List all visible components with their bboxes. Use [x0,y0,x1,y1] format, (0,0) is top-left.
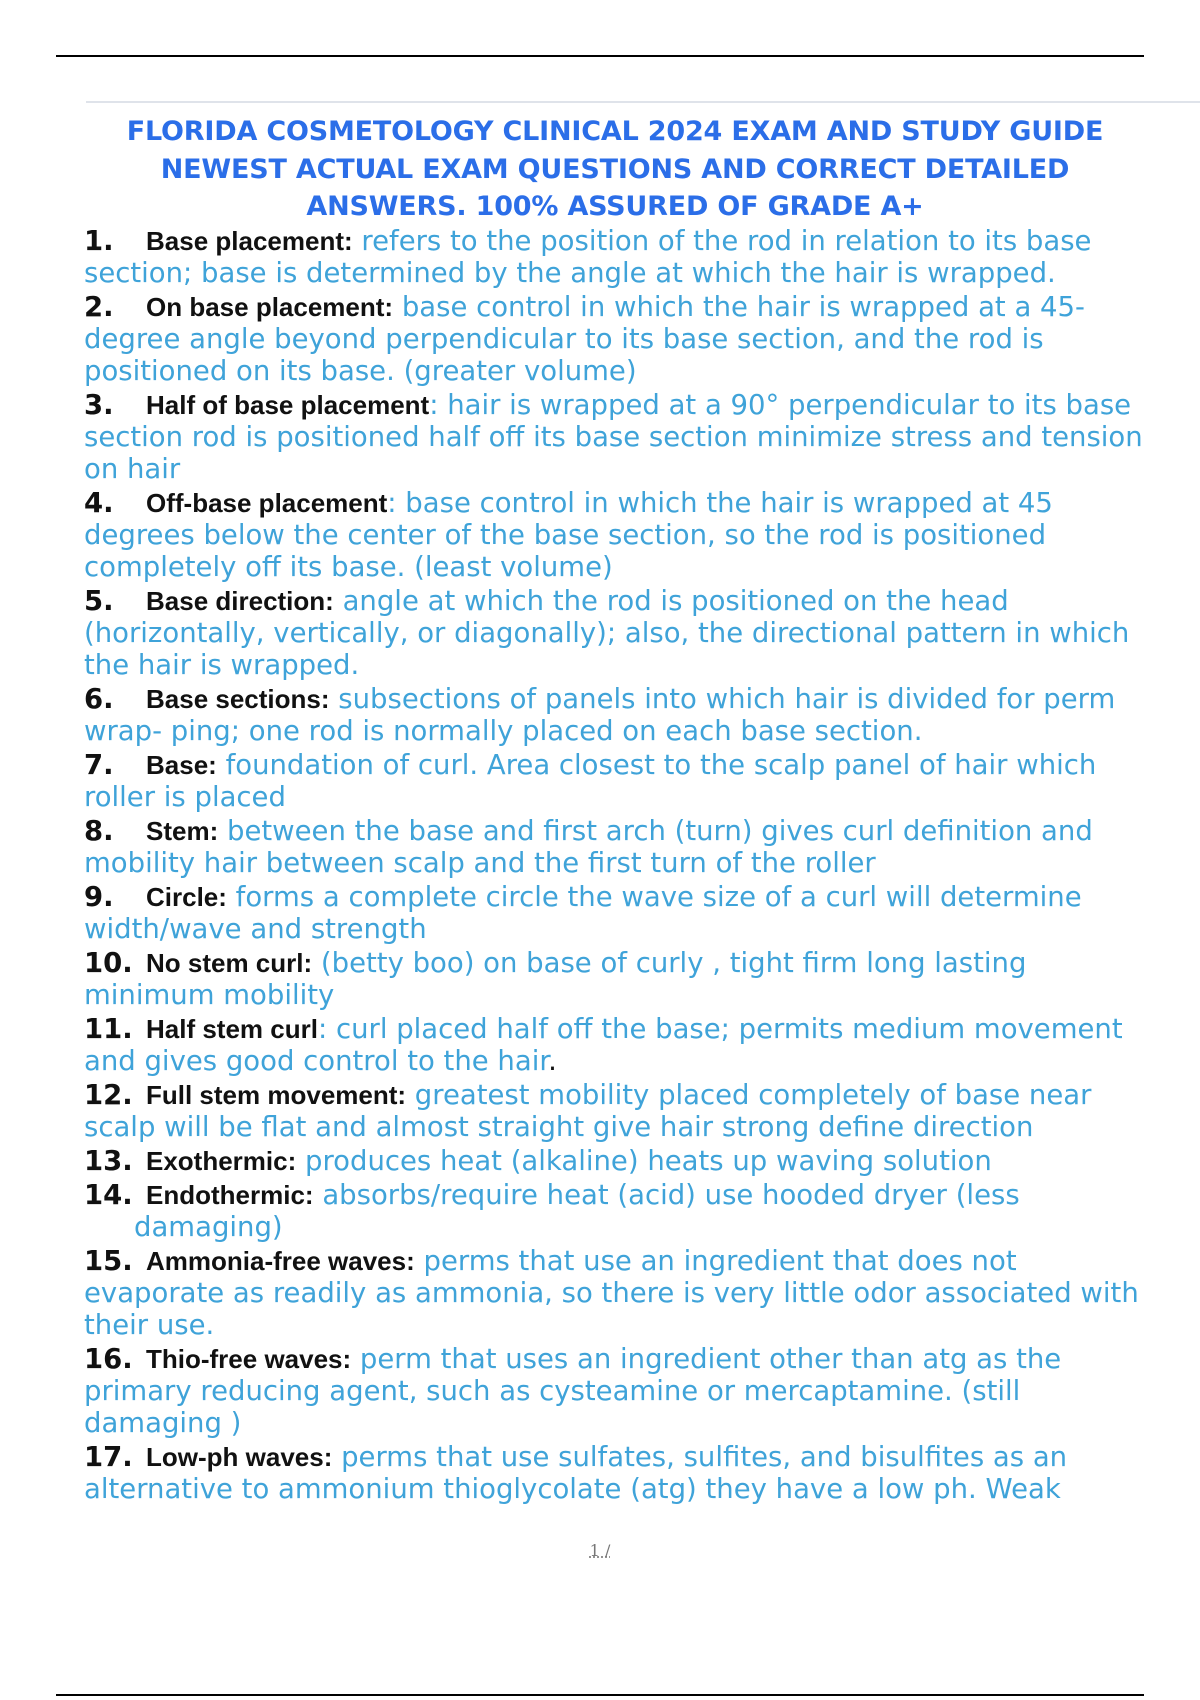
item-term: Thio-free waves: [146,1344,352,1374]
list-item [84,487,1144,583]
list-item [84,389,1144,485]
item-term: Base direction: [146,586,334,616]
list-item [84,585,1144,681]
list-item [84,1441,1144,1505]
item-term: Endothermic: [146,1180,314,1210]
item-number: 3. [84,389,114,421]
item-term: Off-base placement [146,488,388,518]
item-number: 9. [84,881,114,913]
list-item [84,683,1144,747]
item-definition: perms that use an ingredient that does not evaporate as readily as ammonia, so there is very little odor associated with their use. [84,1245,1139,1341]
item-term: Base: [146,750,217,780]
item-term: Low-ph waves: [146,1442,333,1472]
item-term: Exothermic: [146,1146,297,1176]
page-number: 1 / [589,1541,611,1560]
item-number: 13. [84,1145,133,1177]
item-definition: perms that use sulfates, sulfites, and bisulfites as an alternative to ammonium thioglycolate (atg) they have a low ph. Weak [84,1441,1068,1505]
item-number: 7. [84,749,114,781]
list-item [84,749,1144,813]
item-term: Base placement: [146,226,353,256]
item-definition: : base control in which the hair is wrapped at 45 degrees below the center of the base section, so the rod is positioned completely off its base. (least volume) [84,487,1053,583]
item-number: 5. [84,585,114,617]
list-item [84,225,1144,289]
item-definition: subsections of panels into which hair is divided for perm wrap- ping; one rod is normally placed on each base section. [84,683,1116,747]
item-definition: refers to the position of the rod in relation to its base section; base is determined by the angle at which the hair is wrapped. [84,225,1092,289]
item-number: 14. [84,1179,133,1211]
list-item [84,1079,1144,1143]
title-line: ANSWERS. 100% ASSURED OF GRADE A+ [306,191,924,222]
list-item [84,1145,1144,1177]
list-item [84,815,1144,879]
item-definition: : curl placed half off the base; permits medium movement and gives good control to the hair [84,1013,1123,1077]
item-definition: angle at which the rod is positioned on the head (horizontally, vertically, or diagonally); also, the directional pattern in which the hair is wrapped. [84,585,1130,681]
item-number: 6. [84,683,114,715]
item-definition: forms a complete circle the wave size of a curl will determine width/wave and strength [84,881,1082,945]
list-item [84,291,1144,387]
item-definition: base control in which the hair is wrapped at a 45-degree angle beyond perpendicular to its base section, and the rod is positioned on its base. (greater volume) [84,291,1085,387]
item-term: Circle: [146,882,227,912]
list-item [84,881,1144,945]
qa-list [84,225,1144,1507]
title-line: NEWEST ACTUAL EXAM QUESTIONS AND CORRECT DETAILED [160,153,1070,185]
item-definition: perm that uses an ingredient other than atg as the primary reducing agent, such as cysteamine or mercaptamine. (still damaging ) [84,1343,1062,1439]
item-term: Ammonia-free waves: [146,1246,415,1276]
item-term: Half of base placement [146,390,430,420]
item-number: 16. [84,1343,133,1375]
item-number: 10. [84,947,133,979]
item-number: 1. [84,225,114,257]
item-term: No stem curl: [146,948,313,978]
bottom-rule [56,1694,1144,1696]
item-definition-continued: damaging) [134,1211,283,1243]
title-line: FLORIDA COSMETOLOGY CLINICAL 2024 EXAM AND STUDY GUIDE [126,116,1104,147]
header-divider [86,101,1200,103]
list-item [84,1245,1144,1341]
item-definition: greatest mobility placed completely of base near scalp will be flat and almost straight give hair strong define direction [84,1079,1092,1143]
item-number: 8. [84,815,114,847]
item-number: 12. [84,1079,133,1111]
list-item [84,1013,1144,1077]
item-term: Half stem curl [146,1014,318,1044]
top-rule [56,55,1144,57]
item-term: Stem: [146,816,219,846]
item-number: 17. [84,1441,133,1473]
document-title [84,113,1146,226]
list-item [84,1343,1144,1439]
item-definition: (betty boo) on base of curly , tight firm long lasting minimum mobility [84,947,1027,1011]
item-definition: produces heat (alkaline) heats up waving solution [296,1145,992,1177]
item-term: On base placement: [146,292,394,322]
item-term: Full stem movement: [146,1080,407,1110]
item-number: 2. [84,291,114,323]
item-term: Base sections: [146,684,330,714]
list-item [84,1179,1144,1243]
item-trailing-period: . [548,1045,557,1077]
item-definition: absorbs/require heat (acid) use hooded dryer (less [313,1179,1020,1211]
item-definition: foundation of curl. Area closest to the scalp panel of hair which roller is placed [84,749,1097,813]
item-number: 11. [84,1013,133,1045]
list-item [84,947,1144,1011]
item-definition: between the base and first arch (turn) gives curl definition and mobility hair between scalp and the first turn of the roller [84,815,1093,879]
item-number: 15. [84,1245,133,1277]
item-definition: : hair is wrapped at a 90° perpendicular to its base section rod is positioned half off its base section minimize stress and tension on hair [84,389,1143,485]
item-number: 4. [84,487,114,519]
